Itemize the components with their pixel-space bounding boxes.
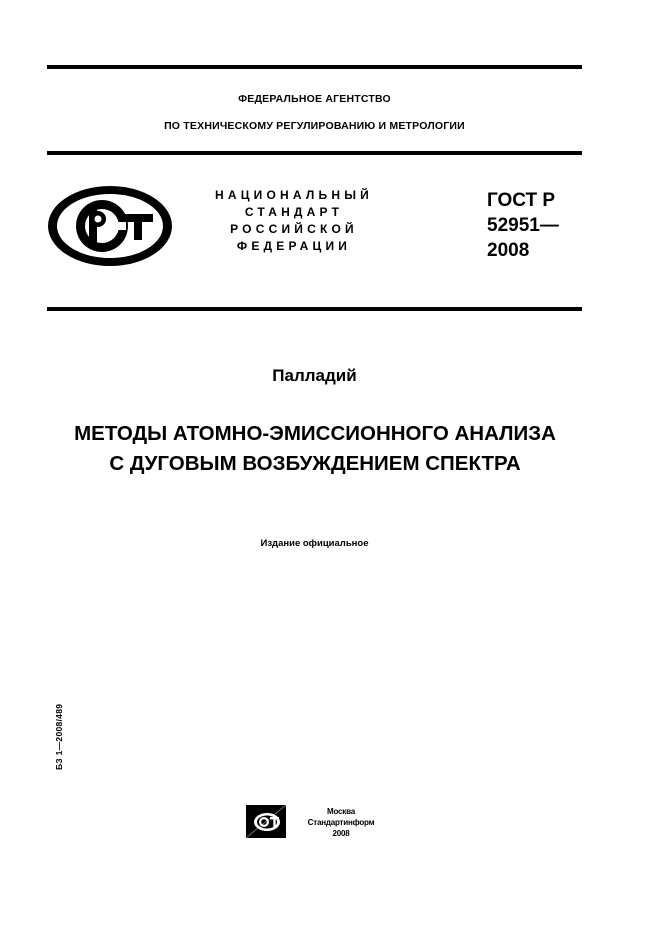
agency-line-1: ФЕДЕРАЛЬНОЕ АГЕНТСТВО [238,93,391,105]
agency-line-2: ПО ТЕХНИЧЕСКОМУ РЕГУЛИРОВАНИЮ И МЕТРОЛОГИИ [164,120,465,132]
standartinform-logo-icon [246,805,286,838]
header-bottom-rule [47,151,582,155]
publisher-year: 2008 [332,829,350,838]
publisher-name: Стандартинформ [307,818,375,827]
standard-code-line-3: 2008 [487,240,530,261]
side-code: БЗ 1—2008/489 [54,703,64,770]
top-rule [47,65,582,69]
standard-code-line-1: ГОСТ Р [487,190,556,211]
national-standard-block [205,187,383,255]
edition-note: Издание официальное [260,538,369,549]
header-divider-rule [47,307,582,311]
document-title-line-1: МЕТОДЫ АТОМНО-ЭМИССИОННОГО АНАЛИЗА [74,422,556,445]
publisher-city: Москва [327,807,355,816]
document-title-line-2: С ДУГОВЫМ ВОЗБУЖДЕНИЕМ СПЕКТРА [109,452,521,475]
publisher-block [293,806,389,839]
national-standard-line: ФЕДЕРАЦИИ [236,239,352,253]
standard-code-line-2: 52951— [487,215,559,236]
national-standard-line: СТАНДАРТ [244,205,344,219]
document-subject: Палладий [272,366,357,385]
rst-emblem-icon [46,184,174,268]
document-title [20,419,610,479]
national-standard-line: РОССИЙСКОЙ [230,222,358,236]
national-standard-line: НАЦИОНАЛЬНЫЙ [214,188,374,202]
standard-code [487,188,559,263]
